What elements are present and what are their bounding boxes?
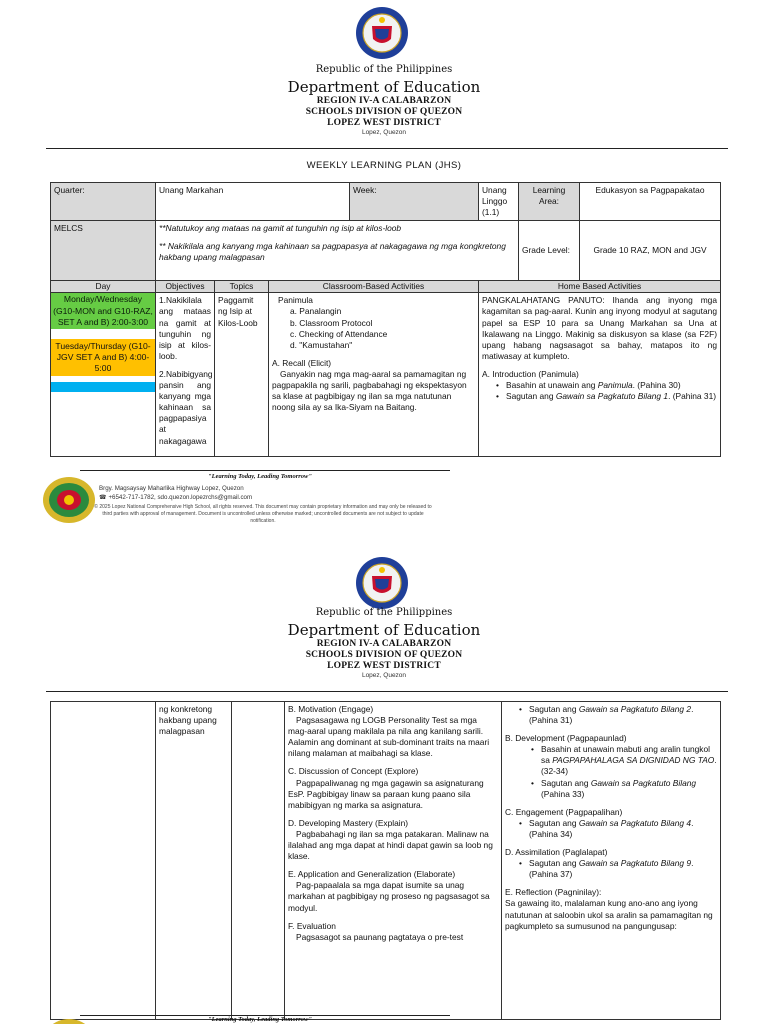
deped-seal-icon bbox=[355, 6, 409, 60]
home-development-title: B. Development (Pagpapaunlad) bbox=[505, 733, 627, 744]
header-divider bbox=[46, 691, 728, 692]
division-line: SCHOOLS DIVISION OF QUEZON bbox=[305, 107, 463, 117]
melc-one: **Natutukoy ang mataas na gamit at tunguhin ng isip at kilos-loob bbox=[159, 223, 402, 234]
objectives-cell: ng konkretong hakbang upang malagpasan bbox=[156, 702, 232, 1020]
republic-line: Republic of the Philippines bbox=[315, 64, 453, 75]
item-emphasis: Gawain sa Pagkatuto Bilang 1 bbox=[555, 391, 669, 402]
home-development-list bbox=[531, 744, 717, 799]
item-text: . (Pahina 37) bbox=[529, 858, 694, 880]
item-text: Sagutan ang bbox=[529, 704, 579, 714]
item-emphasis: Panimula bbox=[597, 380, 633, 391]
col-classroom: Classroom-Based Activities bbox=[269, 281, 479, 293]
contact-text: +6542-717-1782, sdo.quezon.lopezrchs@gmail.com bbox=[108, 494, 253, 501]
discussion-text: Pagpapaliwanag ng mga gagawin sa asignaturang EsP. Pagbibigay linaw sa paraan kung paano sila mabibigyan ng marka sa asignatura. bbox=[288, 777, 484, 810]
phone-icon: ☎ bbox=[99, 494, 109, 501]
grade-value: Grade 10 RAZ, MON and JGV bbox=[580, 221, 721, 281]
quarter-value: Unang Markahan bbox=[156, 183, 350, 221]
footer-address: Brgy. Magsaysay Maharlika Highway Lopez, Quezon bbox=[99, 485, 244, 492]
panimula-list bbox=[284, 306, 475, 350]
school-motto: "Learning Today, Leading Tomorrow" bbox=[207, 473, 312, 480]
home-list bbox=[519, 704, 717, 726]
day-cell bbox=[51, 293, 156, 457]
objectives-cell bbox=[156, 293, 215, 457]
motivation-title: B. Motivation (Engage) bbox=[288, 704, 374, 714]
classroom-cell bbox=[285, 702, 502, 1020]
week-value: Unang Linggo (1.1) bbox=[479, 183, 519, 221]
item-emphasis: Gawain sa Pagkatuto Bilang 9 bbox=[578, 858, 692, 869]
district-line: LOPEZ WEST DISTRICT bbox=[327, 118, 441, 128]
quarter-label: Quarter: bbox=[51, 183, 156, 221]
home-assimilation-title: D. Assimilation (Paglalapat) bbox=[505, 847, 608, 858]
division-line: SCHOOLS DIVISION OF QUEZON bbox=[305, 650, 463, 660]
page-footer bbox=[0, 1014, 768, 1024]
item-text: . (Pahina 31) bbox=[668, 391, 717, 402]
evaluation-text: Pagsasagot sa paunang pagtataya o pre-test bbox=[296, 931, 464, 942]
item-text: Sagutan ang bbox=[506, 391, 556, 402]
panimula-title: Panimula bbox=[278, 295, 313, 306]
recall-title: A. Recall (Elicit) bbox=[272, 357, 332, 368]
item-text: Basahin at unawain mabuti ang aralin tungkol sa bbox=[541, 744, 711, 766]
classroom-cell bbox=[269, 293, 479, 457]
topics-cell-empty bbox=[232, 702, 285, 1020]
home-item bbox=[531, 744, 717, 777]
col-objectives: Objectives bbox=[156, 281, 215, 293]
application-title: E. Application and Generalization (Elaborate) bbox=[288, 869, 456, 880]
item-text: . (Pahina 31) bbox=[529, 704, 694, 726]
col-topics: Topics bbox=[215, 281, 269, 293]
home-intro-title: A. Introduction (Panimula) bbox=[482, 368, 579, 379]
week-label: Week: bbox=[350, 183, 479, 221]
day-monday-wednesday: Monday/Wednesday (G10-MON and G10-RAZ, SET A and B) 2:00-3:00 bbox=[51, 293, 155, 329]
item-emphasis: Gawain sa Pagkatuto Bilang 2 bbox=[578, 704, 692, 714]
panimula-item: a. Panalangin bbox=[290, 306, 342, 317]
item-text: Basahin at unawain ang bbox=[506, 380, 598, 391]
page-two bbox=[0, 546, 768, 1024]
district-line: LOPEZ WEST DISTRICT bbox=[327, 661, 441, 671]
home-engagement-list bbox=[519, 818, 717, 840]
town-line: Lopez, Quezon bbox=[361, 672, 407, 679]
home-general-instructions: PANGKALAHATANG PANUTO: Ihanda ang inyong mga kagamitan sa pag-aaral. Kunin ang inyong modyul at sagutang papel sa ESP 10 para sa Unang Markahan sa Una at Ikalawang na Linggo. Makinig sa diskusyon sa klase (sa F2F) upang habang nagsasagot sa bahay, matapos ito ng matiwasay at kumpleto. bbox=[482, 295, 717, 361]
home-item bbox=[519, 818, 717, 840]
page-footer bbox=[0, 468, 768, 546]
home-intro-item bbox=[496, 391, 717, 402]
application-text: Pag-papaalala sa mga dapat isumite sa unag markahan at pagbibigay ng proseso ng pagsasagot sa modyul. bbox=[288, 880, 490, 913]
area-label: Learning Area: bbox=[519, 183, 580, 221]
item-emphasis: PAGPAPAHALAGA SA DIGNIDAD NG TAO bbox=[552, 755, 715, 766]
item-text: . (Pahina 30) bbox=[632, 380, 681, 391]
republic-line: Republic of the Philippines bbox=[315, 607, 453, 618]
plan-title: WEEKLY LEARNING PLAN (JHS) bbox=[306, 160, 462, 171]
region-line: REGION IV-A CALABARZON bbox=[316, 639, 452, 649]
item-text: . (32-34) bbox=[541, 755, 717, 777]
objective-one: 1.Nakikilala ang mataas na gamit at tunguhin ng isip at kilos-loob. bbox=[159, 295, 211, 361]
melcs-text bbox=[156, 221, 519, 281]
recall-text: Ganyakin nag mga mag-aaral sa pamamagitan ng pagpapakila ng sarili, pagbabahagi ng ekspektasyon sa klase at pagbibigay ng ilan sa mga natutunan noong sila ay sa Ika-Siyam na Baitang. bbox=[272, 368, 467, 413]
grade-label: Grade Level: bbox=[519, 221, 580, 281]
department-name: Department of Education bbox=[287, 78, 481, 96]
item-emphasis: Gawain sa Pagkatuto Bilang 4 bbox=[578, 817, 692, 828]
footer-copyright: © 2025 Lopez National Comprehensive High School, all rights reserved. This document may contain proprietary information and may only be released to third parties with approval of management. Document is uncontrolled unless otherwise marked; uncontrolled documents are not subject to update notification. bbox=[94, 504, 432, 524]
col-day: Day bbox=[51, 281, 156, 293]
plan-table-continued bbox=[50, 701, 721, 1020]
home-item bbox=[519, 858, 717, 880]
item-text: Sagutan ang bbox=[541, 777, 591, 788]
home-assimilation-list bbox=[519, 858, 717, 880]
panimula-item: d. "Kamustahan" bbox=[290, 339, 353, 350]
footer-contact bbox=[99, 494, 252, 503]
item-text: . (Pahina 34) bbox=[529, 817, 694, 839]
school-logo-icon bbox=[42, 1018, 96, 1024]
day-extra-box bbox=[51, 382, 155, 392]
school-logo-icon bbox=[42, 476, 96, 524]
home-cell bbox=[479, 293, 721, 457]
home-intro-item bbox=[496, 380, 717, 391]
item-text: Sagutan ang bbox=[529, 817, 579, 828]
home-cell bbox=[502, 702, 721, 1020]
home-engagement-title: C. Engagement (Pagpapalihan) bbox=[505, 806, 623, 817]
melcs-label: MELCS bbox=[51, 221, 156, 281]
item-text: Sagutan ang bbox=[529, 858, 579, 869]
region-line: REGION IV-A CALABARZON bbox=[316, 96, 452, 106]
area-value: Edukasyon sa Pagpapakatao bbox=[580, 183, 721, 221]
mastery-title: D. Developing Mastery (Explain) bbox=[288, 817, 409, 828]
department-name: Department of Education bbox=[287, 621, 481, 639]
school-motto: "Learning Today, Leading Tomorrow" bbox=[207, 1016, 312, 1023]
town-line: Lopez, Quezon bbox=[361, 129, 407, 136]
objective-two: 2.Nabibigyang pansin ang kanyang mga kahinaan sa pagpapasiya at nakagagawa bbox=[159, 368, 213, 446]
home-item bbox=[531, 778, 717, 800]
motivation-text: Pagsasagawa ng LOGB Personality Test sa mga mag-aaral upang makilala pa nila ang kanilang sarili. Aalamin ang dominant at sub-dominant traits na maari nilang malaman at maibahagi sa klase. bbox=[288, 715, 490, 759]
topics-cell: Paggamit ng Isip at Kilos-Loob bbox=[215, 293, 269, 457]
item-text: (Pahina 33) bbox=[541, 788, 585, 799]
panimula-item: c. Checking of Attendance bbox=[290, 328, 388, 339]
day-cell-empty bbox=[51, 702, 156, 1020]
header-divider bbox=[46, 148, 728, 149]
footer-divider bbox=[80, 470, 450, 471]
melc-two: ** Nakikilala ang kanyang mga kahinaan sa pagpapasya at nakagagawa ng mga kongkretong hakbang upang malagpasan bbox=[159, 241, 506, 263]
plan-table bbox=[50, 182, 721, 457]
mastery-text: Pagbabahagi ng ilan sa mga patakaran. Malinaw na ilalahad ang mga dapat at hindi dapat gawin sa loob ng klase. bbox=[288, 828, 493, 862]
home-item bbox=[519, 704, 717, 726]
home-reflection-text: Sa gawaing ito, malalaman kung ano-ano ang iyong natutunan at saloobin ukol sa aralin sa pamamagitan ng pagkumpleto sa sumusunod na pangungusap: bbox=[505, 898, 713, 931]
deped-seal-icon bbox=[355, 556, 409, 610]
home-reflection-title: E. Reflection (Pagninilay): bbox=[505, 887, 602, 898]
col-home: Home Based Activities bbox=[479, 281, 721, 293]
panimula-item: b. Classroom Protocol bbox=[290, 317, 373, 328]
item-emphasis: Gawain sa Pagkatuto Bilang bbox=[590, 777, 697, 788]
evaluation-title: F. Evaluation bbox=[288, 920, 336, 931]
discussion-title: C. Discussion of Concept (Explore) bbox=[288, 766, 419, 777]
day-tuesday-thursday: Tuesday/Thursday (G10-JGV SET A and B) 4:00-5:00 bbox=[51, 339, 155, 377]
home-intro-list bbox=[496, 380, 717, 402]
